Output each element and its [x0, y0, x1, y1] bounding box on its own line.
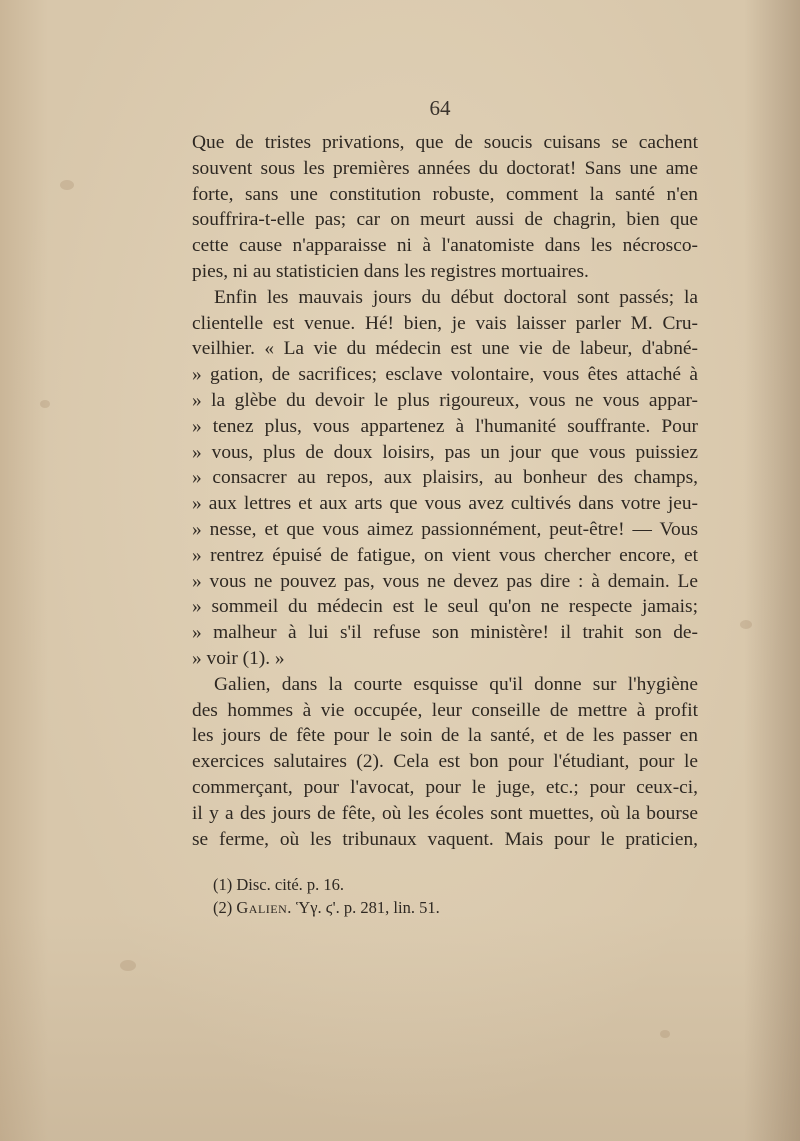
footnote-mark: (2) [213, 898, 233, 917]
text-line: souvent sous les premières années du doctorat! Sans une ame [192, 157, 698, 179]
text-line: forte, sans une constitution robuste, comment la santé n'en [192, 183, 698, 205]
quote-line: » gation, de sacrifices; esclave volontaire, vous êtes attaché à [192, 364, 698, 386]
text-line: cette cause n'apparaisse ni à l'anatomiste dans les nécrosco- [192, 235, 698, 257]
text-line: Galien, dans la courte esquisse qu'il donne sur l'hygiène [214, 673, 698, 695]
foxing-spot [660, 1030, 670, 1038]
footnote-1 [213, 873, 673, 896]
text-line: se ferme, où les tribunaux vaquent. Mais pour le praticien, [192, 828, 698, 850]
text-line: pies, ni au statisticien dans les registres mortuaires. [192, 260, 589, 282]
footnote-author: Galien. [236, 898, 292, 917]
quote-line: » vous, plus de doux loisirs, pas un jour que vous puissiez [192, 441, 698, 463]
footnote-text: Disc. cité. p. 16. [236, 875, 345, 894]
footnote-2 [213, 896, 673, 919]
quote-line: » consacrer au repos, aux plaisirs, au bonheur des champs, [192, 467, 698, 489]
body-text [192, 130, 698, 852]
text-line: exercices salutaires (2). Cela est bon pour l'étudiant, pour le [192, 751, 698, 773]
foxing-spot [120, 960, 136, 971]
quote-line: » nesse, et que vous aimez passionnément, peut-être! — Vous [192, 518, 698, 540]
foxing-spot [60, 180, 74, 190]
text-line: les jours de fête pour le soin de la santé, et de les passer en [192, 725, 698, 747]
text-line: Enfin les mauvais jours du début doctoral sont passés; la [214, 286, 698, 308]
footnotes [213, 873, 673, 919]
text-line: commerçant, pour l'avocat, pour le juge, etc.; pour ceux-ci, [192, 776, 698, 798]
page-number: 64 [429, 96, 451, 120]
text-line: il y a des jours de fête, où les écoles sont muettes, où la bourse [192, 802, 698, 824]
text-line: veilhier. « La vie du médecin est une vie de labeur, d'abné- [192, 338, 698, 360]
text-line: clientelle est venue. Hé! bien, je vais laisser parler M. Cru- [192, 312, 698, 334]
text-line: souffrira-t-elle pas; car on meurt aussi de chagrin, bien que [192, 209, 698, 231]
quote-line: » aux lettres et aux arts que vous avez cultivés dans votre jeu- [192, 493, 698, 515]
quote-line: » la glèbe du devoir le plus rigoureux, vous ne vous appar- [192, 389, 698, 411]
quote-line: » tenez plus, vous appartenez à l'humanité souffrante. Pour [192, 415, 698, 437]
quote-line: » sommeil du médecin est le seul qu'on ne respecte jamais; [192, 596, 698, 618]
footnote-text: Ὑγ. ϛ'. p. 281, lin. 51. [296, 898, 440, 917]
text-line: Que de tristes privations, que de soucis cuisans se cachent [192, 132, 698, 153]
quote-line: » vous ne pouvez pas, vous ne devez pas dire : à demain. Le [192, 570, 698, 592]
quote-line: » malheur à lui s'il refuse son ministère! il trahit son de- [192, 622, 698, 644]
quote-line: » voir (1). » [192, 647, 285, 669]
text-line: des hommes à vie occupée, leur conseille de mettre à profit [192, 699, 698, 721]
quote-line: » rentrez épuisé de fatigue, on vient vous chercher encore, et [192, 544, 698, 566]
foxing-spot [40, 400, 50, 408]
footnote-mark: (1) [213, 875, 233, 894]
foxing-spot [740, 620, 752, 629]
